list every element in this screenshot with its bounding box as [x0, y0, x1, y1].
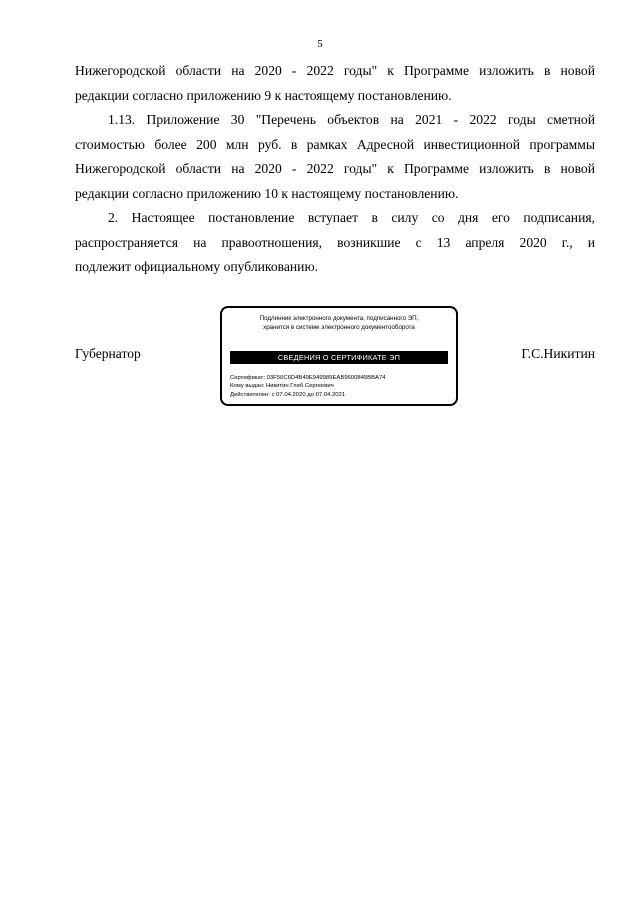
text-line: редакции согласно приложению 10 к настоящему постановлению.	[75, 185, 459, 201]
certificate-number: Сертификат: 03F50C6D4B49E949989EAB9600845BBA74	[230, 375, 386, 381]
text-line: редакции согласно приложению 9 к настоящему постановлению.	[75, 87, 452, 103]
signatory-position: Губернатор	[75, 346, 141, 361]
paragraph-1-continuation	[75, 59, 595, 108]
text-line: Нижегородской области на 2020 - 2022 годы" к Программе изложить в новой	[75, 161, 595, 176]
text-line: распространяется на правоотношения, возникшие с 13 апреля 2020 г., и	[75, 234, 595, 250]
paragraph-1-13	[75, 108, 595, 206]
stamp-note	[222, 314, 456, 332]
certificate-validity: Действителен: с 07.04.2020 до 07.04.2021	[230, 391, 346, 398]
stamp-title-bar: СВЕДЕНИЯ О СЕРТИФИКАТЕ ЭП	[230, 351, 448, 364]
stamp-note-line: Подлинник электронного документа, подписанного ЭП,	[259, 315, 419, 322]
certificate-details	[230, 374, 386, 399]
text-line: Нижегородской области на 2020 - 2022 годы" к Программе изложить в новой	[75, 63, 595, 78]
electronic-signature-stamp	[220, 306, 458, 406]
signatory-name: Г.С.Никитин	[521, 346, 595, 361]
certificate-owner: Кому выдан: Никитин Глеб Сергеевич	[230, 383, 334, 390]
stamp-note-line: хранится в системе электронного документооборота	[263, 324, 415, 331]
text-line: 2. Настоящее постановление вступает в силу со дня его подписания,	[108, 210, 595, 225]
signature-block	[0, 306, 640, 408]
paragraph-2	[75, 206, 595, 280]
text-line: подлежит официальному опубликованию.	[75, 259, 319, 274]
document-body	[75, 59, 595, 280]
text-line: стоимостью более 200 млн руб. в рамках Адресной инвестиционной программы	[75, 136, 595, 152]
page-number: 5	[317, 38, 323, 50]
text-line: 1.13. Приложение 30 "Перечень объектов на 2021 - 2022 годы сметной	[108, 112, 595, 127]
